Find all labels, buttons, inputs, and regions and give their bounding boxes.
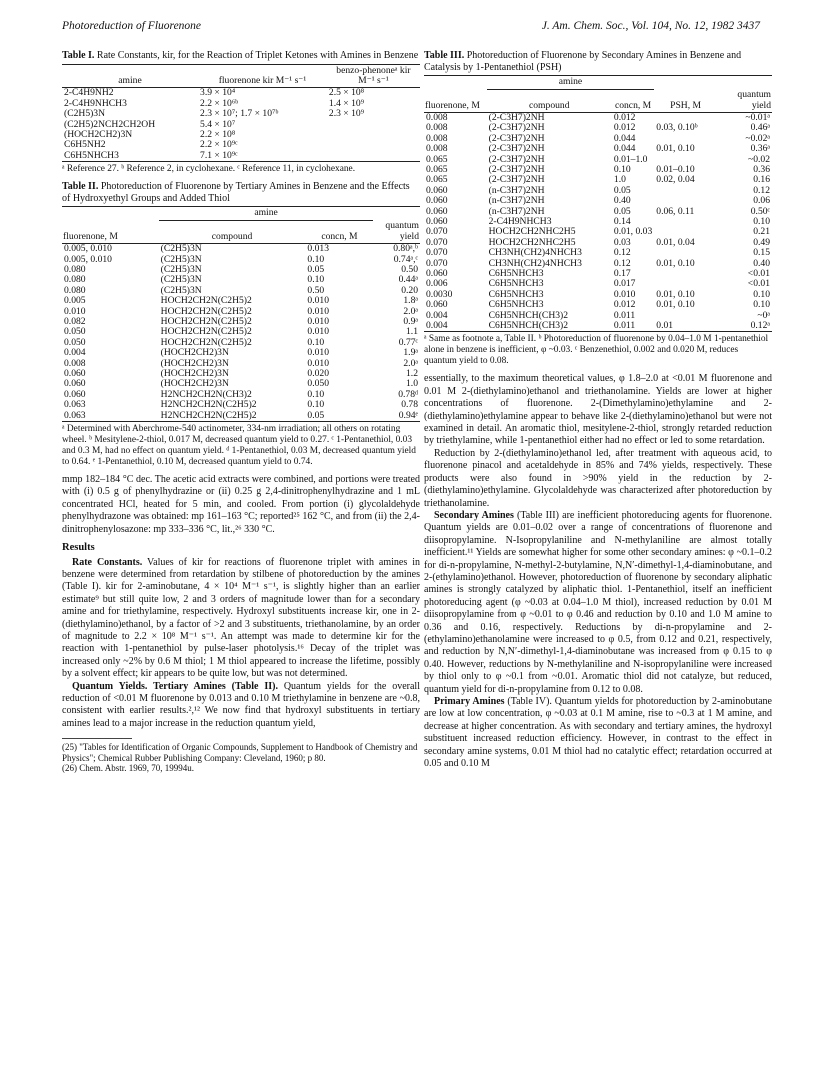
table2-cell: 0.063: [64, 399, 86, 411]
table2-cell: 0.010: [307, 305, 330, 317]
paragraph: Primary Amines (Table IV). Quantum yields for photoreduction by 2-aminobutane are low at low concentration, φ ~0.03 at 0.1 M amine, rise to ~0.3 at 1 M amine, and decrease at higher concentration. As with secondary and tertiary amines, the hydroxyl substituent increased reduction efficiency. However, in contrast to the effect in secondary amine systems, 0.01 M thiol had no catalytic effect; retardation occurred at 0.05 and 0.10 M: [424, 696, 772, 770]
table3-cell: 0.12: [613, 257, 631, 269]
table3-row: [424, 207, 772, 217]
table2-cell: 1.9ᵃ: [403, 347, 418, 359]
table2-cell: 0.50: [307, 284, 325, 296]
table2-cell: H2NCH2CH2N(C2H5)2: [160, 409, 257, 421]
table3-header: quantum yield: [737, 89, 771, 111]
table2-row: [62, 348, 420, 358]
table2-header: compound: [211, 230, 253, 242]
table3-cell: 0.010: [613, 288, 636, 300]
table3-cell: (2-C3H7)2NH: [488, 132, 545, 144]
table3-cell: 0.01–1.0: [613, 153, 648, 165]
table3-cell: (2-C3H7)2NH: [488, 163, 545, 175]
table3-cell: ~0ᵃ: [757, 309, 770, 321]
table1-cell: [327, 130, 420, 140]
table3-cell: (2-C3H7)2NH: [488, 122, 545, 134]
table2-cell: HOCH2CH2N(C2H5)2: [160, 316, 252, 327]
table1-caption: Table I. Rate Constants, kir, for the Reaction of Triplet Ketones with Amines in Benzene: [62, 50, 419, 61]
table2-cell: (C2H5)3N: [160, 263, 202, 275]
journal-citation: J. Am. Chem. Soc., Vol. 104, No. 12, 1982 3437: [541, 20, 760, 32]
table3-cell: ~0.02: [748, 153, 770, 165]
table3-cell: C6H5NHCH3: [488, 299, 544, 311]
table3-cell: [654, 217, 717, 227]
table1-footnotes: ᵃ Reference 27. ᵇ Reference 2, in cyclohexane. ᶜ Reference 11, in cyclohexane.: [62, 164, 356, 175]
table3-cell: 0.50ᶜ: [750, 205, 770, 217]
table3-cell: C6H5NHCH3: [488, 278, 544, 290]
table3-cell: 0.01, 0.10: [656, 299, 695, 311]
table1-cell: 2.5 × 10⁸: [328, 87, 365, 99]
table2-cell: 0.10: [307, 253, 325, 265]
table3-cell: 0.12: [753, 184, 770, 196]
table1-header: benzo-phenoneᵃ kir M⁻¹ s⁻¹: [336, 64, 411, 86]
table2-cell: 0.020: [307, 368, 330, 380]
table2-cell: 0.44ᵃ: [398, 274, 418, 286]
table2-cell: 0.005: [64, 295, 86, 307]
table2-cell: 0.050: [307, 378, 330, 390]
table3-cell: 0.03: [613, 236, 631, 248]
table2-cell: 0.080: [64, 274, 86, 286]
table2-cell: (C2H5)3N: [160, 284, 202, 296]
table3-cell: ~0.02ᵃ: [745, 132, 770, 144]
table3-cell: 0.10: [753, 288, 770, 300]
table2-cell: 0.010: [307, 347, 330, 359]
table1-cell: [327, 151, 420, 162]
table2-cell: 0.010: [307, 316, 330, 327]
table3-cell: 0.012: [613, 111, 636, 123]
table2-header: concn, M: [321, 230, 358, 242]
table2-cell: 2.0ᵃ: [403, 357, 418, 369]
running-header: [62, 20, 760, 36]
table3-cell: (2-C3H7)2NH: [488, 111, 545, 123]
table3-header: compound: [529, 99, 570, 111]
table3-cell: 0.060: [426, 268, 448, 279]
table3-cell: (2-C3H7)2NH: [488, 143, 545, 155]
table3-cell: 0.070: [426, 257, 448, 269]
table3-cell: CH3NH(CH2)4NHCH3: [488, 257, 582, 269]
table2-cell: 0.008: [64, 357, 86, 369]
table3-cell: 0.070: [426, 236, 448, 248]
table1-cell: 2.3 × 10⁷; 1.7 × 10⁷ᵇ: [200, 108, 279, 120]
paragraph: Rate Constants. Values of kir for reactions of fluorenone triplet with amines in benzene were determined from retardation by stilbene of photoreduction by the amines (Table I). kir for 2-aminobutane, 4 × 10⁴ M⁻¹ s⁻¹, is slightly higher than an earlier estimate⁹ but still quite low, 2 and 3 orders of magnitude lower than for a secondary amine and for triethylamine, respectively. Hydroxyl substituents increase kir, one in 2-(diethylamino)ethanol, by a factor of >2 and 3 substituents, triethanolamine, by an order of magnitude to 2.2 × 10⁸ M⁻¹ s⁻¹. An attempt was made to determine kir for the reaction with 1-pentanethiol by pulse-laser photolysis.¹⁶ Decay of the triplet was increased only ~2% by 0.6 M thiol; 1 M thiol appeared to increase the lifetime, possibly by a solvent effect; kir appears to be quite low, but was not determined.: [62, 556, 420, 680]
table3-cell: 0.05: [613, 205, 631, 217]
table3-cell: 0.011: [613, 320, 636, 332]
footnote: (25) "Tables for Identification of Organic Compounds, Supplement to Handbook of Chemistry and Physics"; Chemical Rubber Publishing Company: Cleveland, 1960; p 80.: [62, 742, 418, 763]
table2-cell: 0.05: [307, 409, 325, 421]
table2-cell: 0.10: [307, 336, 325, 348]
table1-cell: (C2H5)3N: [64, 108, 106, 120]
table3-cell: 0.01, 0.10: [656, 257, 695, 269]
table2-cell: 0.004: [64, 347, 86, 359]
table2-cell: 0.05: [307, 263, 325, 275]
table3-cell: 0.10: [613, 163, 631, 175]
table3-cell: 0.49: [753, 236, 770, 248]
table2-row: [62, 359, 420, 369]
table3-cell: 0.006: [426, 278, 448, 290]
table3-caption: Table III. Photoreduction of Fluorenone by Secondary Amines in Benzene and Catalysis by 1-Pentanethiol (PSH): [424, 50, 742, 73]
table2-cell: (HOCH2CH2)3N: [160, 347, 229, 359]
table3-cell: 0.01: [656, 320, 674, 332]
table3-cell: 0.012: [613, 122, 636, 134]
table3-cell: 0.008: [426, 132, 448, 144]
table3-cell: C6H5NHCH3: [488, 268, 544, 279]
table3-header: concn, M: [614, 99, 652, 111]
paragraph: mmp 182–184 °C dec. The acetic acid extracts were combined, and portions were treated with (i) 0.5 g of phenylhydrazine or (ii) 0.25 g 2,4-dinitrophenylhydrazine and 1 mL concentrated HCl, heated for 5 min, and cooled. From portion (i) glycolaldehyde phenylhydrazone was obtained: mp 161–163 °C; reported²⁵ 162 °C, and from (ii) the 2,4-dinitrophenylosazone: mp 333–336 °C, lit.,²⁶ 330 °C.: [62, 474, 420, 535]
table3-row: [424, 290, 772, 300]
table3-cell: 0.10: [753, 215, 770, 227]
table2-cell: 0.77ᶜ: [398, 336, 418, 348]
table3-cell: 0.36: [753, 163, 770, 175]
table3-cell: 0.060: [426, 184, 448, 196]
table3-row: [424, 165, 772, 175]
table1-cell: 7.1 × 10⁹ᶜ: [200, 149, 238, 161]
table2-cell: 1.2: [406, 368, 418, 380]
table3-cell: [654, 269, 717, 279]
table3-cell: 2-C4H9NHCH3: [488, 215, 552, 227]
table3-cell: 0.008: [426, 143, 448, 155]
table1-cell: C6H5NHCH3: [64, 149, 119, 161]
table1-cell: (C2H5)2NCH2CH2OH: [64, 118, 156, 130]
table3-cell: 0.16: [753, 174, 770, 186]
paragraph: essentially, to the maximum theoretical values, φ 1.8–2.0 at <0.01 M fluorenone and 0.01 M 2-(diethylamino)ethanol and triethanolamine. Yields are lower at higher concentrations of fluorenone. 2-(Dimethylamino)ethylamine and 2-(diethylamino)ethylamine appear to behave like 2-(diethylamino)ethanol but were not examined in detail. An aromatic thiol, mesitylene-2-thiol, strongly retarded reduction by triethylamine, while 1-pentanethiol either had no effect or led to some retardation.: [424, 373, 772, 447]
paragraph: Secondary Amines (Table III) are inefficient photoreducing agents for fluorenone. Quantum yields are 0.01–0.02 over a range of concentrations of fluorenone and diisopropylamine. N-Isopropylaniline and N-methylaniline are almost totally inefficient.¹¹ Yields are somewhat higher for some other secondary amines: φ ~0.1–0.2 for di-n-propylamine, N-methyl-2-butylamine, N,N′-dimethyl-1,4-diaminobutane, and 2-(ethylamino)ethanol. However, photoreduction of fluorenone by secondary aliphatic amines is strongly catalyzed by aliphatic thiol. 1-Pentanethiol, itself an inefficient photoreducing agent (φ ~0.03 at 0.04–1.0 M thiol), increased reduction by 0.01 M diisopropylamine from φ ~0.01 to φ 0.46 and reduction by 0.10 and 1.0 M amine to 0.36 and 0.16, respectively. Reductions by di-n-propylamine and 2-(ethylamino)ethanolamine were increased to φ 0.5, from 0.12 and 0.21, respectively, and reduction by N,N′-dimethyl-1,4-diaminobutane was increased from φ 0.15 to φ 0.40. However, reductions by N-methylaniline and N-isopropylaniline were increased by thiol only to φ ~0.1 from ~0.01. Aromatic thiol did not catalyze, but reduced, quantum yield for di-n-propylamine from 0.12 to 0.08.: [424, 509, 772, 695]
table2-cell: 1.1: [406, 326, 418, 338]
table2-header: quantum yield: [385, 220, 419, 242]
table2-cell: 0.010: [64, 305, 86, 317]
table3-cell: 0.065: [426, 174, 448, 186]
table2-cell: HOCH2CH2N(C2H5)2: [160, 305, 252, 317]
table2-cell: 0.050: [64, 336, 86, 348]
table3-row: [424, 227, 772, 237]
table3-cell: 0.060: [426, 205, 448, 217]
table2-row: [62, 255, 420, 265]
table3-cell: 0.46ᵃ: [750, 122, 770, 134]
table3-row: [424, 155, 772, 165]
table3-cell: (n-C3H7)2NH: [488, 184, 545, 196]
running-title: Photoreduction of Fluorenone: [62, 20, 202, 32]
table1-cell: 2.2 × 10⁹ᶜ: [200, 139, 238, 151]
table1-cell: 2.2 × 10⁸: [200, 129, 236, 141]
table3-cell: 0.01–0.10: [656, 163, 695, 175]
table3: [424, 75, 772, 332]
table3-cell: HOCH2CH2NHC2H5: [488, 236, 576, 248]
table3-footnotes: ᵃ Same as footnote a, Table II. ᵇ Photoreduction of fluorenone by 0.04–1.0 M 1-pentanethiol alone in benzene is inefficient, φ ~0.03. ᶜ Benzenethiol, 0.002 and 0.020 M, reduces quantum yield to 0.08.: [424, 334, 769, 367]
table2-cell: 0.063: [64, 409, 86, 421]
table2-cell: HOCH2CH2N(C2H5)2: [160, 295, 252, 307]
table2-row: [62, 265, 420, 275]
table2-cell: 0.060: [64, 368, 86, 380]
table2-cell: 0.78: [401, 399, 418, 411]
table3-cell: 0.060: [426, 215, 448, 227]
table3-cell: 0.011: [613, 309, 636, 321]
table2-cell: 0.80ᵃ,ᵇ: [393, 243, 418, 255]
table2-cell: HOCH2CH2N(C2H5)2: [160, 326, 252, 338]
table1-cell: 2-C4H9NHCH3: [64, 97, 127, 109]
table2-row: [62, 275, 420, 285]
table2-cell: HOCH2CH2N(C2H5)2: [160, 336, 252, 348]
table3-row: [424, 112, 772, 123]
table3-cell: 0.044: [613, 143, 636, 155]
table3-cell: CH3NH(CH2)4NHCH3: [488, 247, 582, 259]
table3-row: [424, 311, 772, 321]
table3-cell: (2-C3H7)2NH: [488, 174, 545, 186]
table3-row: [424, 123, 772, 133]
table2-footnotes: ᵃ Determined with Aberchrome-540 actinometer, 334-nm irradiation; all others on rotating wheel. ᵇ Mesitylene-2-thiol, 0.017 M, decreased quantum yield to 0.27. ᶜ 1-Pentanethiol, 0.03 and 0.3 M, had no effect on quantum yield. ᵈ 1-Pentanethiol, 0.03 M, decreased quantum yield to 0.64. ᵉ 1-Pentanethiol, 0.10 M, decreased quantum yield to 0.74.: [62, 424, 416, 468]
table3-cell: 0.044: [613, 132, 636, 144]
table2-cell: 0.060: [64, 378, 86, 390]
table3-row: [424, 300, 772, 310]
table3-header: PSH, M: [670, 99, 702, 111]
table3-cell: [654, 196, 717, 206]
table3-cell: 0.008: [426, 111, 448, 123]
table2-cell: (HOCH2CH2)3N: [160, 357, 229, 369]
table2-cell: 0.9ᵃ: [403, 316, 418, 327]
table3-cell: C6H5NHCH(CH3)2: [488, 320, 569, 332]
table3-cell: <0.01: [747, 278, 770, 290]
table2-cell: 0.010: [307, 326, 330, 338]
table2-row: [62, 244, 420, 255]
table3-cell: 0.02, 0.04: [656, 174, 695, 186]
table3-cell: 1.0: [613, 174, 626, 186]
paragraph: Quantum Yields. Tertiary Amines (Table II). Quantum yields for the overall reduction of <0.01 M fluorenone by 0.013 and 0.10 M triethylamine in benzene are ~0.8, consistent with earlier results.²,¹² We now find that hydroxyl substituents in tertiary amines lead to a major increase in the reduction quantum yield,: [62, 680, 420, 729]
table3-cell: 0.10: [753, 299, 770, 311]
table1-cell: 5.4 × 10⁷: [200, 118, 236, 130]
table3-cell: 0.060: [426, 195, 448, 207]
table3-cell: 0.01, 0.10: [656, 288, 695, 300]
section-heading: Results: [62, 542, 95, 554]
table1-cell: 2.2 × 10⁶ᵇ: [200, 97, 239, 109]
table2-row: [62, 411, 420, 422]
table3-cell: C6H5NHCH(CH3)2: [488, 309, 569, 321]
table3-cell: 0.06, 0.11: [656, 205, 695, 217]
table2-cell: (HOCH2CH2)3N: [160, 368, 229, 380]
table1-header: amine: [118, 75, 142, 86]
table2-cell: 0.10: [307, 399, 325, 411]
table3-cell: 0.060: [426, 299, 448, 311]
table1-cell: [327, 120, 420, 130]
table3-row: [424, 196, 772, 206]
table1-row: [62, 130, 420, 140]
table2-cell: 1.8ᵃ: [403, 295, 418, 307]
table3-row: [424, 217, 772, 227]
table2-caption: Table II. Photoreduction of Fluorenone by Tertiary Amines in Benzene and the Effects of Hydroxyethyl Groups and Added Thiol: [62, 181, 410, 204]
footnote-rule: [62, 738, 132, 739]
table3-cell: 0.05: [613, 184, 631, 196]
table1-row: [62, 151, 420, 162]
table3-row: [424, 144, 772, 154]
table3-cell: 0.008: [426, 122, 448, 134]
table2-cell: (C2H5)3N: [160, 253, 202, 265]
table3-cell: (n-C3H7)2NH: [488, 205, 545, 217]
table3-cell: 0.15: [753, 247, 770, 259]
table3-cell: 0.070: [426, 247, 448, 259]
right-column: [424, 46, 772, 770]
table3-cell: 0.070: [426, 226, 448, 238]
table2-cell: 0.10: [307, 388, 325, 400]
table2-cell: 0.94ᵉ: [398, 409, 418, 421]
table3-cell: 0.12ᵃ: [750, 320, 770, 332]
table3-cell: (2-C3H7)2NH: [488, 153, 545, 165]
table3-group-header: amine: [487, 76, 655, 89]
table3-cell: <0.01: [747, 268, 770, 279]
table1-cell: 2.3 × 10⁹: [328, 108, 365, 120]
table3-cell: HOCH2CH2NHC2H5: [488, 226, 576, 238]
table2-cell: 0.50: [401, 263, 418, 275]
table2: [62, 206, 420, 422]
table3-cell: 0.21: [753, 226, 770, 238]
table3-cell: 0.03, 0.10ᵇ: [656, 122, 698, 134]
table3-cell: 0.01, 0.03: [613, 226, 653, 238]
paragraph: Reduction by 2-(diethylamino)ethanol led, after treatment with aqueous acid, to fluorenone pinacol and acetaldehyde in 85% and 74% yields, respectively. These products were also found in >90% yield in the reduction by 2-(diethylamino)ethylamine. Glycolaldehyde was characterized after photoreduction by triethanolamine.: [424, 447, 772, 509]
table3-cell: 0.004: [426, 320, 448, 332]
table3-cell: 0.14: [613, 215, 631, 227]
table2-row: [62, 369, 420, 379]
table2-cell: (C2H5)3N: [160, 243, 202, 255]
table3-row: [424, 175, 772, 185]
table3-cell: 0.06: [753, 195, 770, 207]
table3-cell: 0.40: [613, 195, 631, 207]
table3-cell: C6H5NHCH3: [488, 288, 544, 300]
table3-cell: 0.40: [753, 257, 770, 269]
table1-cell: (HOCH2CH2)3N: [64, 129, 133, 141]
table2-cell: H2NCH2CH2N(CH3)2: [160, 388, 252, 400]
table3-row: [424, 269, 772, 279]
table3-cell: 0.065: [426, 163, 448, 175]
table1-header: fluorenone kir M⁻¹ s⁻¹: [218, 75, 307, 86]
table2-cell: 0.78ᵈ: [398, 388, 418, 400]
footnote: (26) Chem. Abstr. 1969, 70, 19994u.: [62, 763, 194, 774]
table2-cell: (C2H5)3N: [160, 274, 202, 286]
table1: [62, 64, 420, 163]
table3-row: [424, 186, 772, 196]
table3-row: [424, 259, 772, 269]
table1-cell: 1.4 × 10⁹: [328, 97, 365, 109]
table3-cell: 0.0030: [426, 288, 453, 300]
table3-header: fluorenone, M: [425, 99, 480, 111]
table2-cell: 0.010: [307, 357, 330, 369]
table2-cell: 0.10: [307, 274, 325, 286]
left-column: [62, 46, 420, 774]
table2-cell: 0.080: [64, 263, 86, 275]
table1-cell: 3.9 × 10⁴: [200, 87, 236, 99]
table3-cell: 0.065: [426, 153, 448, 165]
table3-row: [424, 279, 772, 289]
table2-cell: 0.050: [64, 326, 86, 338]
table3-row: [424, 321, 772, 332]
table2-cell: 0.082: [64, 316, 86, 327]
table3-cell: 0.004: [426, 309, 448, 321]
table2-cell: 0.005, 0.010: [64, 253, 112, 265]
table2-cell: 0.005, 0.010: [64, 243, 112, 255]
table2-cell: 2.0ᵃ: [403, 305, 418, 317]
table3-cell: 0.017: [613, 278, 636, 290]
table3-cell: 0.36ᵃ: [750, 143, 770, 155]
table2-cell: H2NCH2CH2N(C2H5)2: [160, 399, 257, 411]
table1-cell: 2-C4H9NH2: [64, 87, 114, 99]
table2-cell: 0.013: [307, 243, 330, 255]
table3-cell: 0.01, 0.04: [656, 236, 695, 248]
table2-cell: 0.060: [64, 388, 86, 400]
table2-row: [62, 338, 420, 348]
table2-cell: 0.080: [64, 284, 86, 296]
table3-cell: [654, 186, 717, 196]
table2-cell: 0.74ᵃ,ᶜ: [393, 253, 418, 265]
table2-cell: 1.0: [406, 378, 418, 390]
table3-cell: 0.01, 0.10: [656, 143, 695, 155]
table1-cell: C6H5NH2: [64, 139, 106, 151]
table2-cell: (HOCH2CH2)3N: [160, 378, 229, 390]
table3-cell: ~0.01ᵃ: [745, 111, 770, 123]
table3-cell: 0.12: [613, 247, 631, 259]
table3-cell: (n-C3H7)2NH: [488, 195, 545, 207]
table3-cell: 0.012: [613, 299, 636, 311]
table2-group-header: amine: [159, 207, 374, 220]
table2-header: fluorenone, M: [63, 230, 118, 242]
table3-cell: 0.17: [613, 268, 631, 279]
table3-row: [424, 134, 772, 144]
table2-cell: 0.20: [401, 284, 418, 296]
table3-row: [424, 248, 772, 258]
table2-cell: 0.010: [307, 295, 330, 307]
table1-cell: [327, 140, 420, 150]
table3-row: [424, 238, 772, 248]
